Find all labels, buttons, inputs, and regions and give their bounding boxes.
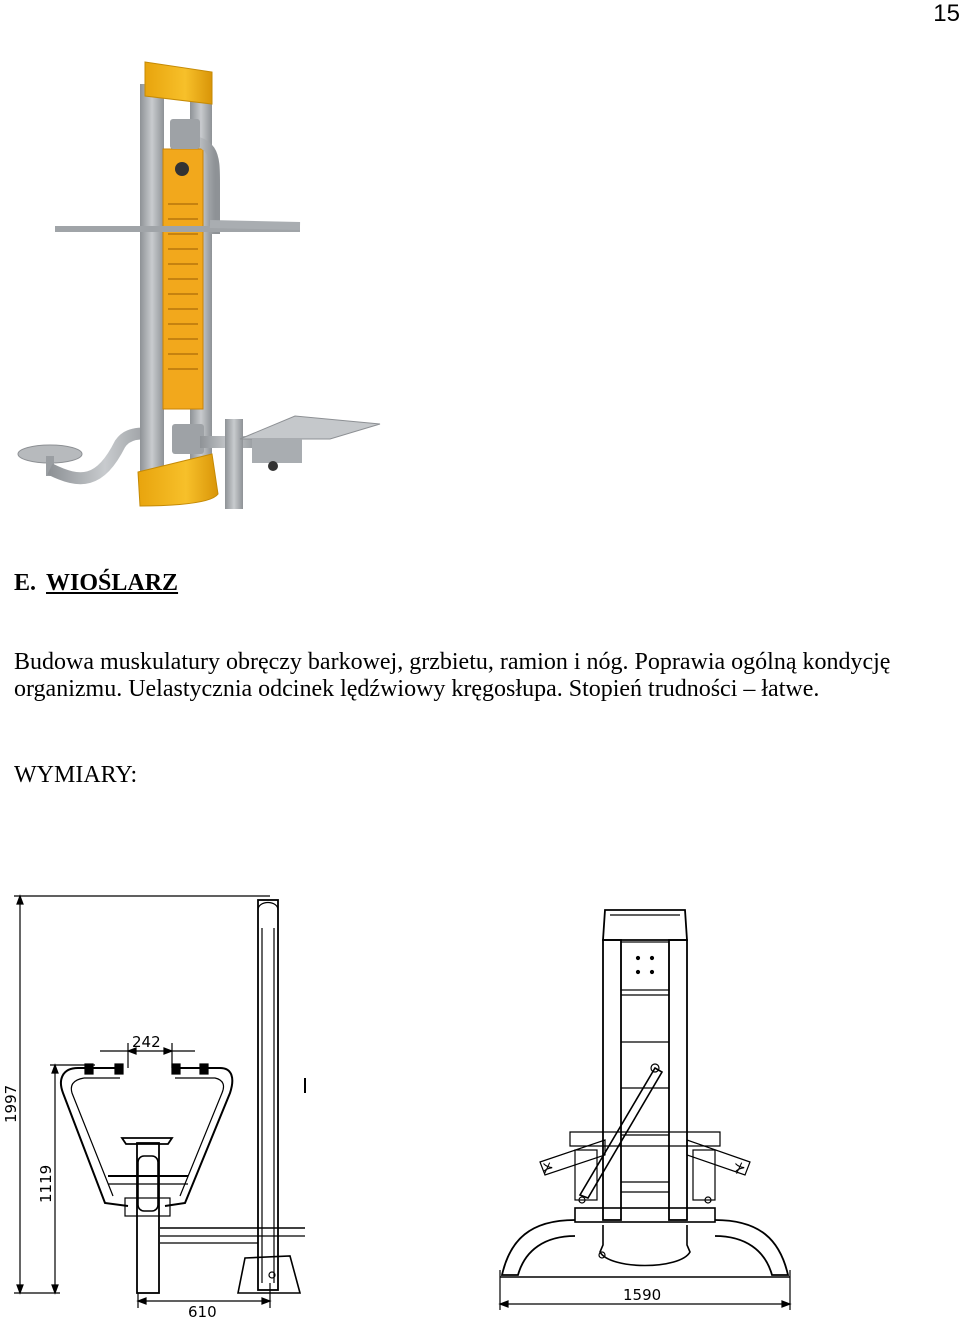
svg-text:⊁: ⊁	[542, 1160, 554, 1176]
svg-text:⊁: ⊁	[734, 1160, 746, 1176]
page-number: 15	[933, 0, 960, 27]
section-title: WIOŚLARZ	[46, 570, 179, 596]
dim-handle-gap: 242	[132, 1033, 161, 1051]
description-paragraph: Budowa muskulatury obręczy barkowej, grzbietu, ramion i nóg. Poprawia ogólną kondycję organizmu. Uelastycznia odcinek lędźwiowy kręgosłupa. Stopień trudności – łatwe.	[14, 649, 891, 702]
front-view-drawing	[490, 900, 800, 1319]
dimensions-label: WYMIARY:	[14, 762, 138, 788]
rower-machine-photo	[0, 44, 400, 532]
dim-total-height: 1997	[2, 1084, 20, 1123]
side-view-drawing	[0, 888, 320, 1319]
dim-depth: 610	[188, 1303, 217, 1319]
dim-width: 1590	[623, 1286, 662, 1304]
dim-handle-height: 1119	[37, 1164, 55, 1203]
section-heading	[14, 568, 178, 598]
section-letter: E.	[14, 570, 37, 596]
